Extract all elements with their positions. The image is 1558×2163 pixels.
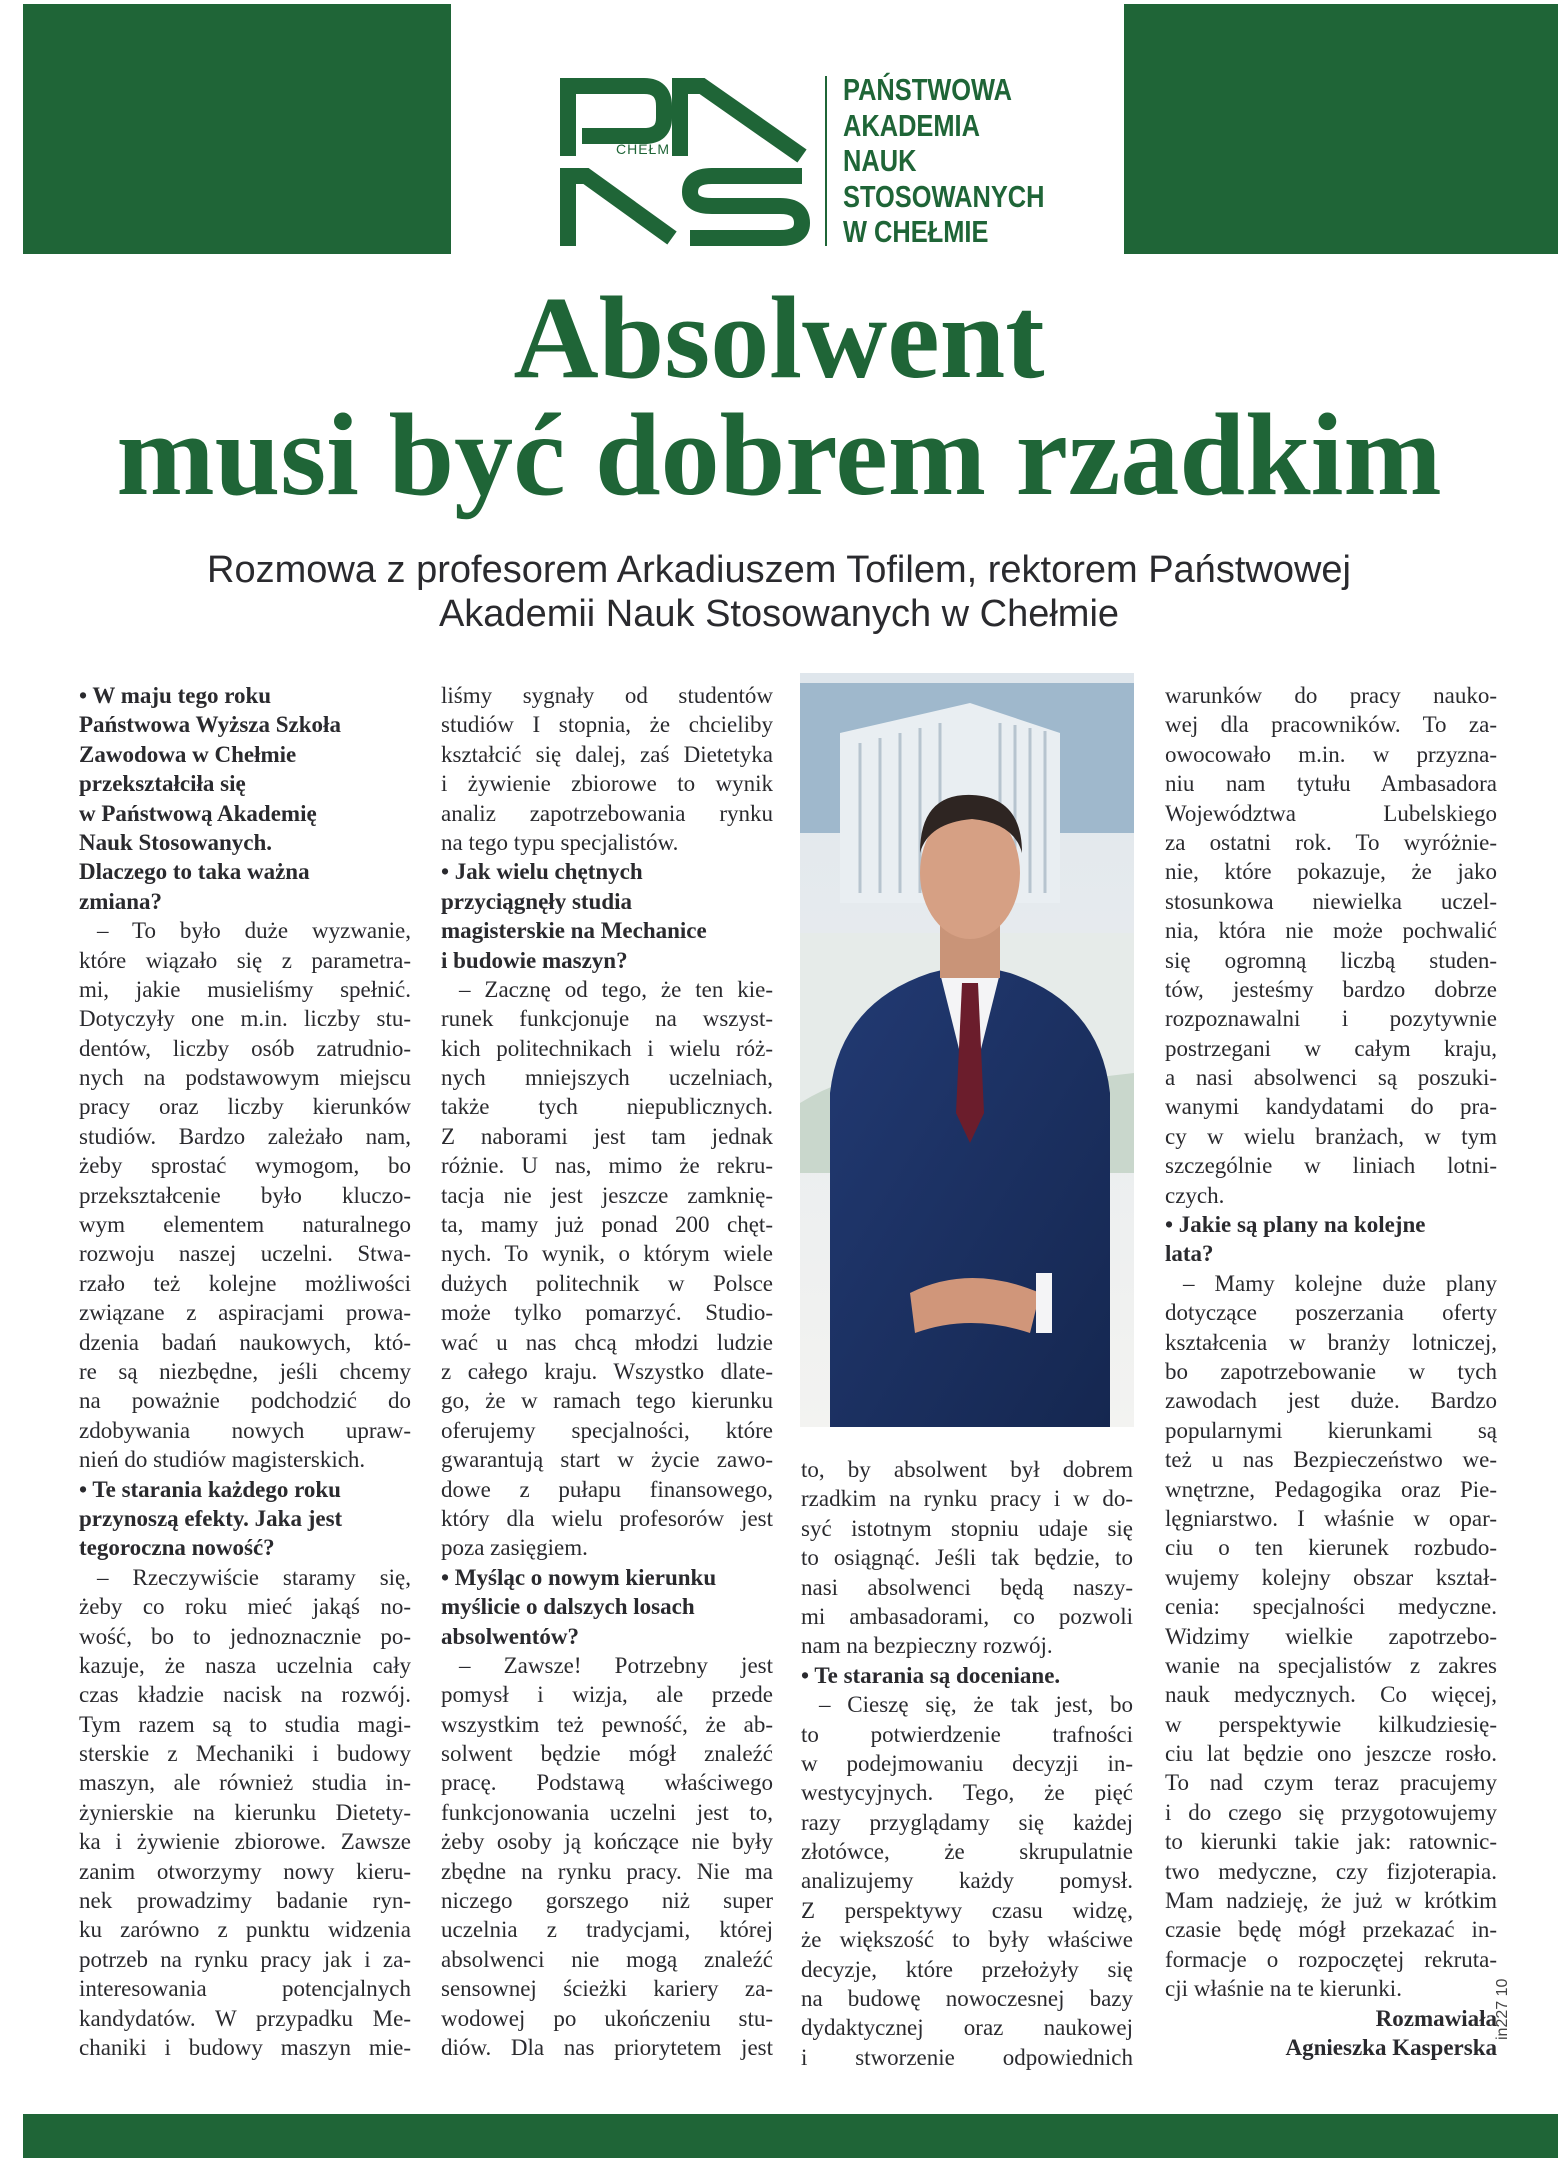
text-line: Państwowa Wyższa Szkoła <box>79 712 341 738</box>
logo-text <box>843 72 1045 250</box>
logo-line: AKADEMIA <box>843 107 980 143</box>
text-line: kandydatów. W przypadku Me- <box>79 2005 411 2031</box>
text-line: i stworzenie odpowiednich <box>801 2044 1133 2070</box>
text-line: ka i żywienie zbiorowe. Zawsze <box>79 1829 411 1855</box>
interview-question <box>79 681 411 916</box>
text-line: w podejmowaniu decyzji in- <box>801 1750 1133 1776</box>
text-line: nek prowadzimy badanie ryn- <box>79 1888 411 1914</box>
interview-answer <box>1165 1269 1497 2004</box>
text-line: nasi absolwenci będą naszy- <box>801 1574 1133 1600</box>
text-line: tów, jesteśmy bardzo dobrze <box>1165 976 1497 1002</box>
text-line: w Państwową Akademię <box>79 800 317 826</box>
text-line: dentów, liczby osób zatrudnio- <box>79 1035 411 1061</box>
text-line: że większość to były właściwe <box>801 1927 1133 1953</box>
text-line: zawodach jest duże. Bardzo <box>1165 1388 1497 1414</box>
text-line: oferujemy specjalności, które <box>441 1417 773 1443</box>
text-line: Agnieszka Kasperska <box>1285 2034 1497 2060</box>
text-line: lęgniarstwo. I właśnie w opar- <box>1165 1505 1497 1531</box>
text-line: ciu lat będzie ono jeszcze rosło. <box>1165 1741 1497 1767</box>
text-line: z całego kraju. Wszystko dlate- <box>441 1358 773 1384</box>
text-line: Województwa Lubelskiego <box>1165 800 1497 826</box>
interview-answer <box>801 1690 1133 2072</box>
text-line: potrzeb na rynku pracy jak i za- <box>79 1946 411 1972</box>
text-line: i budowie maszyn? <box>441 947 628 973</box>
text-line: który dla wielu profesorów jest <box>441 1505 773 1531</box>
text-line: To nad czym teraz pracujemy <box>1165 1770 1497 1796</box>
text-line: – Zawsze! Potrzebny jest <box>459 1652 773 1678</box>
text-line: interesowania potencjalnych <box>79 1976 411 2002</box>
text-line: analizujemy każdy pomysł. <box>801 1868 1133 1894</box>
text-line: wujemy kolejny obszar kształ- <box>1165 1564 1497 1590</box>
article-column-1 <box>79 681 411 2062</box>
text-line: poza zasięgiem. <box>441 1535 588 1561</box>
text-line: nie, które pokazuje, że jako <box>1165 859 1497 885</box>
text-line: go, że w ramach tego kierunku <box>441 1388 773 1414</box>
text-line: wszystkim też pewność, że ab- <box>441 1711 773 1737</box>
text-line: analiz zapotrzebowania rynku <box>441 800 773 826</box>
text-line: magisterskie na Mechanice <box>441 918 707 944</box>
logo-line: NAUK <box>843 143 917 178</box>
text-line: kształcenia w branży lotniczej, <box>1165 1329 1497 1355</box>
text-line: kazuje, że nasza uczelnia cały <box>79 1652 411 1678</box>
text-line: pracę. Podstawą właściwego <box>441 1770 773 1796</box>
text-line: dydaktycznej oraz naukowej <box>801 2015 1133 2041</box>
text-line: nych na podstawowym miejscu <box>79 1065 411 1091</box>
text-line: Tym razem są to studia magi- <box>79 1711 411 1737</box>
text-line: wodowej po ukończeniu stu- <box>441 2005 773 2031</box>
article-column-4 <box>1165 681 1497 2062</box>
text-line: decyzje, które przełożyły się <box>801 1956 1133 1982</box>
text-line: dotyczące poszerzania oferty <box>1165 1300 1497 1326</box>
text-line: absolwenci nie mogą znaleźć <box>441 1946 773 1972</box>
text-line: wanie na specjalistów z zakres <box>1165 1652 1497 1678</box>
text-line: wej dla pracowników. To za- <box>1165 712 1497 738</box>
interview-question <box>441 857 773 975</box>
text-line: na budowę nowoczesnej bazy <box>801 1986 1133 2012</box>
author-signature <box>1165 2004 1497 2063</box>
text-line: nych. To wynik, o którym wiele <box>441 1241 773 1267</box>
text-line: przynoszą efekty. Jaka jest <box>79 1505 343 1531</box>
text-line: zmiana? <box>79 888 163 914</box>
text-line: żeby osoby ją kończące nie były <box>441 1829 773 1855</box>
text-line: Dlaczego to taka ważna <box>79 859 310 885</box>
text-line: Z perspektywy czasu widzę, <box>801 1897 1133 1923</box>
logo-divider <box>825 76 827 246</box>
text-line: formacje o rozpoczętej rekruta- <box>1165 1946 1497 1972</box>
text-line: rzało też kolejne możliwości <box>79 1270 411 1296</box>
text-line: przyciągnęły studia <box>441 888 633 914</box>
text-line: sensownej ścieżki kariery za- <box>441 1976 773 2002</box>
text-line: żeby co roku mieć jakąś no- <box>79 1594 411 1620</box>
text-line: niczego gorszego niż super <box>441 1888 773 1914</box>
text-line: re są niezbędne, jeśli chcemy <box>79 1358 411 1384</box>
text-line: • Te starania są doceniane. <box>801 1662 1061 1688</box>
text-line: to kierunki takie jak: ratownic- <box>1165 1829 1497 1855</box>
text-line: – Zacznę od tego, że ten kie- <box>459 976 773 1002</box>
interview-question <box>801 1661 1133 1690</box>
text-line: – Rzeczywiście staramy się, <box>97 1564 411 1590</box>
pans-logo-icon <box>552 78 810 246</box>
text-line: uczelnia z tradycjami, której <box>441 1917 773 1943</box>
text-line: rozwoju naszej uczelni. Stwa- <box>79 1241 411 1267</box>
text-line: syć istotnym stopniu udaje się <box>801 1515 1133 1541</box>
article-column-3 <box>801 1455 1133 2072</box>
text-line: – Mamy kolejne duże plany <box>1183 1270 1497 1296</box>
text-line: pomysł i wizja, ale przede <box>441 1682 773 1708</box>
text-line: także tych niepublicznych. <box>441 1094 773 1120</box>
text-line: mi ambasadorami, co pozwoli <box>801 1603 1133 1629</box>
text-line: – To było duże wyzwanie, <box>97 918 411 944</box>
text-line: wnętrzne, Pedagogika oraz Pie- <box>1165 1476 1497 1502</box>
subtitle-line: Rozmowa z profesorem Arkadiuszem Tofilem, rektorem Państwowej <box>207 549 1351 591</box>
text-line: postrzegani w całym kraju, <box>1165 1035 1497 1061</box>
text-line: mi, jakie musieliśmy spełnić. <box>79 976 411 1002</box>
text-line: dużych politechnik w Polsce <box>441 1270 773 1296</box>
subtitle-line: Akademii Nauk Stosowanych w Chełmie <box>438 593 1120 635</box>
text-line: Mam nadzieję, że już w krótkim <box>1165 1888 1497 1914</box>
text-line: rozpoznawalni i pozytywnie <box>1165 1006 1497 1032</box>
text-line: kich politechnikach i wielu róż- <box>441 1035 773 1061</box>
text-line: westycyjnych. Tego, że pięć <box>801 1780 1133 1806</box>
subtitle <box>0 548 1558 636</box>
text-line: szczególnie w liniach lotni- <box>1165 1153 1497 1179</box>
rector-portrait-photo <box>800 673 1134 1427</box>
text-line: studiów. Bardzo zależało nam, <box>79 1123 411 1149</box>
text-line: cy w wielu branżach, w tym <box>1165 1123 1497 1149</box>
text-line: Rozmawiała <box>1375 2005 1497 2031</box>
text-line: tegoroczna nowość? <box>79 1535 275 1561</box>
text-line: funkcjonowania uczelni jest to, <box>441 1799 773 1825</box>
logo-line: PAŃSTWOWA <box>843 72 1012 107</box>
text-line: ta, mamy już ponad 200 chęt- <box>441 1212 773 1238</box>
text-line: runek funkcjonuje na wszyst- <box>441 1006 773 1032</box>
text-line: zanim otworzymy nowy kieru- <box>79 1858 411 1884</box>
text-line: two medyczne, czy fizjoterapia. <box>1165 1858 1497 1884</box>
header-green-block-right <box>1124 4 1558 254</box>
header-green-block-left <box>23 4 451 254</box>
text-line: przekształcenie było kluczo- <box>79 1182 411 1208</box>
interview-answer <box>441 1651 773 2062</box>
text-line: Z naborami jest tam jednak <box>441 1123 773 1149</box>
text-line: Zawodowa w Chełmie <box>79 741 297 767</box>
text-line: niu nam tytułu Ambasadora <box>1165 771 1497 797</box>
text-line: też u nas Bezpieczeństwo we- <box>1165 1447 1497 1473</box>
interview-answer <box>79 1563 411 2063</box>
text-line: żynierskie na kierunku Dietety- <box>79 1799 411 1825</box>
text-line: za ostatni rok. To wyróżnie- <box>1165 829 1497 855</box>
text-line: dzenia badań naukowych, któ- <box>79 1329 411 1355</box>
text-line: Nauk Stosowanych. <box>79 829 272 855</box>
interview-answer <box>441 975 773 1563</box>
text-line: razy przyglądamy się każdej <box>801 1809 1133 1835</box>
text-line: a nasi absolwenci są poszuki- <box>1165 1065 1497 1091</box>
text-line: myślicie o dalszych losach <box>441 1594 695 1620</box>
text-line: – Cieszę się, że tak jest, bo <box>819 1692 1133 1718</box>
text-line: lata? <box>1165 1241 1214 1267</box>
text-line: różnie. U nas, mimo że rekru- <box>441 1153 773 1179</box>
text-line: i żywienie zbiorowe to wynik <box>441 771 773 797</box>
text-line: liśmy sygnały od studentów <box>441 683 773 708</box>
text-line: nia, która nie może pochwalić <box>1165 918 1497 944</box>
text-line: stosunkowa niewielka uczel- <box>1165 888 1497 914</box>
text-line: czasie będę mógł przekazać in- <box>1165 1917 1497 1943</box>
text-line: cenia: specjalności medyczne. <box>1165 1594 1497 1620</box>
text-line: wość, bo to jednoznacznie po- <box>79 1623 411 1649</box>
text-line: czych. <box>1165 1182 1225 1208</box>
text-line: w perspektywie kilkudziesię- <box>1165 1711 1497 1737</box>
interview-question <box>1165 1210 1497 1269</box>
text-line: nych mniejszych uczelniach, <box>441 1065 773 1091</box>
headline-line-1: Absolwent <box>513 272 1045 403</box>
interview-answer <box>441 681 773 857</box>
text-line: maszyn, ale również studia in- <box>79 1770 411 1796</box>
margin-code: in227 10 <box>1494 1978 1511 2040</box>
text-line: cji właśnie na te kierunki. <box>1165 1976 1402 2002</box>
text-line: nauk medycznych. Co więcej, <box>1165 1682 1497 1708</box>
text-line: chaniki i budowy maszyn mie- <box>79 2034 411 2060</box>
text-line: solwent będzie mógł znaleźć <box>441 1741 773 1767</box>
logo-line: STOSOWANYCH <box>843 178 1045 214</box>
text-line: żeby sprostać wymogom, bo <box>79 1153 411 1179</box>
text-line: owocowało m.in. w przyzna- <box>1165 741 1497 767</box>
text-line: może tylko pomarzyć. Studio- <box>441 1300 773 1326</box>
logo-small-text: CHEŁM <box>616 141 671 157</box>
text-line: bo zapotrzebowanie w tych <box>1165 1358 1497 1384</box>
text-line: które wiązało się z parametra- <box>79 947 411 973</box>
text-line: zdobywania nowych upraw- <box>79 1417 411 1443</box>
text-line: popularnymi kierunkami są <box>1165 1417 1497 1443</box>
text-line: warunków do pracy nauko- <box>1165 683 1497 708</box>
text-line: absolwentów? <box>441 1623 580 1649</box>
text-line: • Jak wielu chętnych <box>441 859 643 885</box>
text-line: się ogromną liczbą studen- <box>1165 947 1497 973</box>
text-line: pracy oraz liczby kierunków <box>79 1094 411 1120</box>
text-line: nień do studiów magisterskich. <box>79 1447 366 1473</box>
text-line: Dotyczyły one m.in. liczby stu- <box>79 1006 411 1032</box>
text-line: to, by absolwent był dobrem <box>801 1457 1133 1482</box>
text-line: kształcić się dalej, zaś Dietetyka <box>441 741 773 767</box>
article-column-2 <box>441 681 773 2062</box>
text-line: związane z aspiracjami prowa- <box>79 1300 411 1326</box>
text-line: na poważnie podchodzić do <box>79 1388 411 1414</box>
text-line: wać u nas chcą młodzi ludzie <box>441 1329 773 1355</box>
text-line: przekształciła się <box>79 771 246 797</box>
text-line: • Myśląc o nowym kierunku <box>441 1564 717 1590</box>
text-line: to osiągnąć. Jeśli tak będzie, to <box>801 1545 1133 1571</box>
text-line: gwarantują start w życie zawo- <box>441 1447 773 1473</box>
text-line: to potwierdzenie trafności <box>801 1721 1133 1747</box>
interview-answer <box>79 916 411 1474</box>
text-line: diów. Dla nas priorytetem jest <box>441 2034 773 2060</box>
text-line: czas kładzie nacisk na rozwój. <box>79 1682 411 1708</box>
text-line: wym elementem naturalnego <box>79 1212 411 1238</box>
footer-green-bar <box>23 2114 1558 2158</box>
text-line: • Jakie są plany na kolejne <box>1165 1212 1426 1238</box>
text-line: studiów I stopnia, że chcieliby <box>441 712 773 738</box>
logo-line: W CHEŁMIE <box>843 214 989 249</box>
text-line: złotówce, że skrupulatnie <box>801 1839 1133 1865</box>
text-line: tacja nie jest jeszcze zamknię- <box>441 1182 773 1208</box>
text-line: ciu o ten kierunek rozbudo- <box>1165 1535 1497 1561</box>
text-line: Widzimy wielkie zapotrzebo- <box>1165 1623 1497 1649</box>
text-line: nam na bezpieczny rozwój. <box>801 1633 1053 1659</box>
interview-answer <box>1165 681 1497 1210</box>
text-line: • W maju tego roku <box>79 683 272 708</box>
text-line: zbędne na rynku pracy. Nie ma <box>441 1858 773 1884</box>
text-line: sterskie z Mechaniki i budowy <box>79 1741 411 1767</box>
text-line: i do czego się przygotowujemy <box>1165 1799 1497 1825</box>
interview-answer <box>801 1455 1133 1661</box>
text-line: rzadkim na rynku pracy i w do- <box>801 1486 1133 1512</box>
text-line: na tego typu specjalistów. <box>441 829 679 855</box>
interview-question <box>79 1475 411 1563</box>
text-line: dowe z pułapu finansowego, <box>441 1476 773 1502</box>
headline-line-2: musi być dobrem rzadkim <box>116 389 1442 520</box>
text-line: • Te starania każdego roku <box>79 1476 341 1502</box>
interview-question <box>441 1563 773 1651</box>
text-line: ku zarówno z punktu widzenia <box>79 1917 411 1943</box>
text-line: wanymi kandydatami do pra- <box>1165 1094 1497 1120</box>
